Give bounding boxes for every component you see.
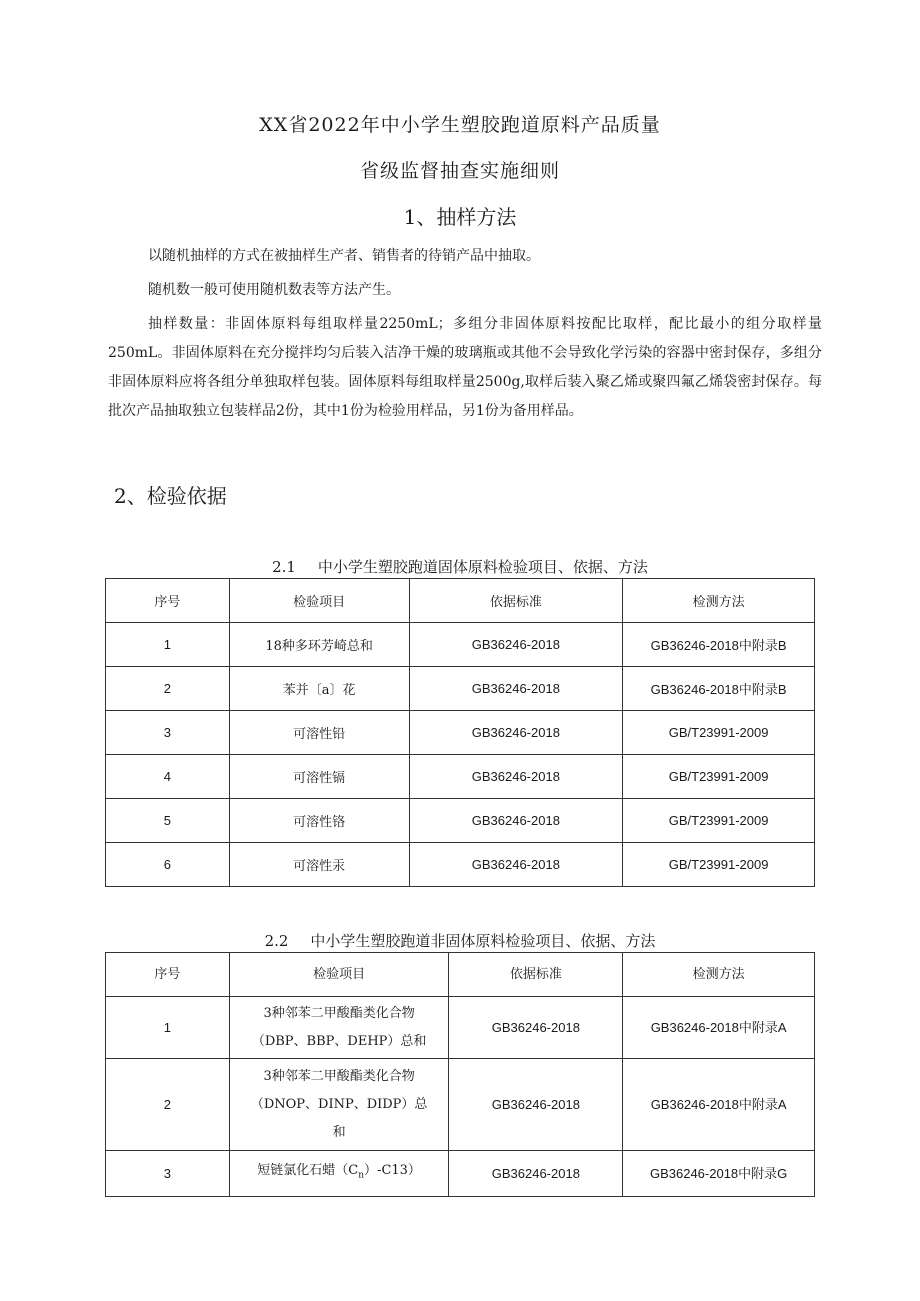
cell-method: GB36246-2018中附录A [623,1059,815,1151]
cell-item: 可溶性铅 [229,711,409,755]
table-row [106,1151,815,1197]
cell-item: 18种多环芳崎总和 [229,623,409,667]
non-solid-material-table [105,952,815,1197]
cell-item: 可溶性镉 [229,755,409,799]
header-item: 检验项目 [229,579,409,623]
table-row [106,711,815,755]
header-no: 序号 [106,953,230,997]
cell-item [229,1151,449,1197]
header-item: 检验项目 [229,953,449,997]
cell-standard: GB36246-2018 [409,667,623,711]
cell-item: 可溶性铬 [229,799,409,843]
header-method: 检测方法 [623,953,815,997]
cell-method: GB36246-2018中附录B [623,623,815,667]
table-row [106,667,815,711]
header-no: 序号 [106,579,230,623]
cell-item-line: （DBP、BBP、DEHP）总和 [251,1033,427,1049]
document-title-line2: 省级监督抽查实施细则 [359,160,560,182]
cell-no: 1 [106,997,230,1059]
cell-item-subscript: n [358,1170,365,1181]
cell-standard: GB36246-2018 [409,799,623,843]
cell-method: GB36246-2018中附录G [623,1151,815,1197]
section1-heading: 1、抽样方法 [403,205,517,229]
cell-standard: GB36246-2018 [449,1059,623,1151]
cell-item: 苯并〔a〕花 [229,667,409,711]
cell-item-line: （DNOP、DINP、DIDP）总 [250,1096,428,1112]
document-title-line1: XX省2022年中小学生塑胶跑道原料产品质量 [259,114,661,136]
table-row [106,843,815,887]
cell-method: GB/T23991-2009 [623,843,815,887]
table-row [106,997,815,1059]
paragraph-random-number: 随机数一般可使用随机数表等方法产生。 [148,282,400,298]
cell-standard: GB36246-2018 [409,623,623,667]
table-row [106,755,815,799]
table-header-row [106,579,815,623]
cell-no: 3 [106,1151,230,1197]
header-standard: 依据标准 [449,953,623,997]
cell-no: 5 [106,799,230,843]
cell-method: GB/T23991-2009 [623,711,815,755]
paragraph-sampling-method: 以随机抽样的方式在被抽样生产者、销售者的待销产品中抽取。 [148,248,540,264]
cell-no: 2 [106,667,230,711]
cell-item-line: 3种邻苯二甲酸酯类化合物 [263,1068,415,1084]
header-standard: 依据标准 [409,579,623,623]
table-row [106,623,815,667]
cell-item [229,1059,449,1151]
cell-no: 3 [106,711,230,755]
cell-no: 4 [106,755,230,799]
table-row [106,799,815,843]
cell-item-line: 3种邻苯二甲酸酯类化合物 [263,1005,415,1021]
cell-no: 2 [106,1059,230,1151]
cell-standard: GB36246-2018 [409,843,623,887]
table1-caption [0,556,920,577]
cell-method: GB/T23991-2009 [623,799,815,843]
cell-no: 6 [106,843,230,887]
cell-item: 可溶性汞 [229,843,409,887]
section2-heading: 2、检验依据 [114,484,227,508]
solid-material-table [105,578,815,887]
cell-standard: GB36246-2018 [449,997,623,1059]
cell-standard: GB36246-2018 [409,755,623,799]
table2-caption-number: 2.2 [264,932,289,950]
header-method: 检测方法 [623,579,815,623]
cell-method: GB36246-2018中附录B [623,667,815,711]
cell-item [229,997,449,1059]
table1-caption-number: 2.1 [272,558,296,576]
cell-no: 1 [106,623,230,667]
cell-method: GB/T23991-2009 [623,755,815,799]
table1-caption-text: 中小学生塑胶跑道固体原料检验项目、依据、方法 [317,558,648,576]
table-row [106,1059,815,1151]
table2-caption [0,930,920,951]
cell-item-prefix: 短链氯化石蜡（C [257,1163,359,1179]
cell-item-line: 和 [332,1124,346,1140]
table2-caption-text: 中小学生塑胶跑道非固体原料检验项目、依据、方法 [310,932,656,950]
paragraph-sampling-quantity: 抽样数量：非固体原料每组取样量2250mL；多组分非固体原料按配比取样，配比最小的组分取样量250mL。非固体原料在充分搅拌均匀后装入洁净干燥的玻璃瓶或其他不会导致化学污染的容器中密封保存，多组分非固体原料应将各组分单独取样包装。固体原料每组取样量2500g,取样后装入聚乙烯或聚四氟乙烯袋密封保存。每批次产品抽取独立包装样品2份，其中1份为检验用样品，另1份为备用样品。 [108,316,822,419]
cell-standard: GB36246-2018 [409,711,623,755]
table-header-row [106,953,815,997]
cell-standard: GB36246-2018 [449,1151,623,1197]
cell-method: GB36246-2018中附录A [623,997,815,1059]
cell-item-suffix: ）-C13） [364,1163,421,1179]
